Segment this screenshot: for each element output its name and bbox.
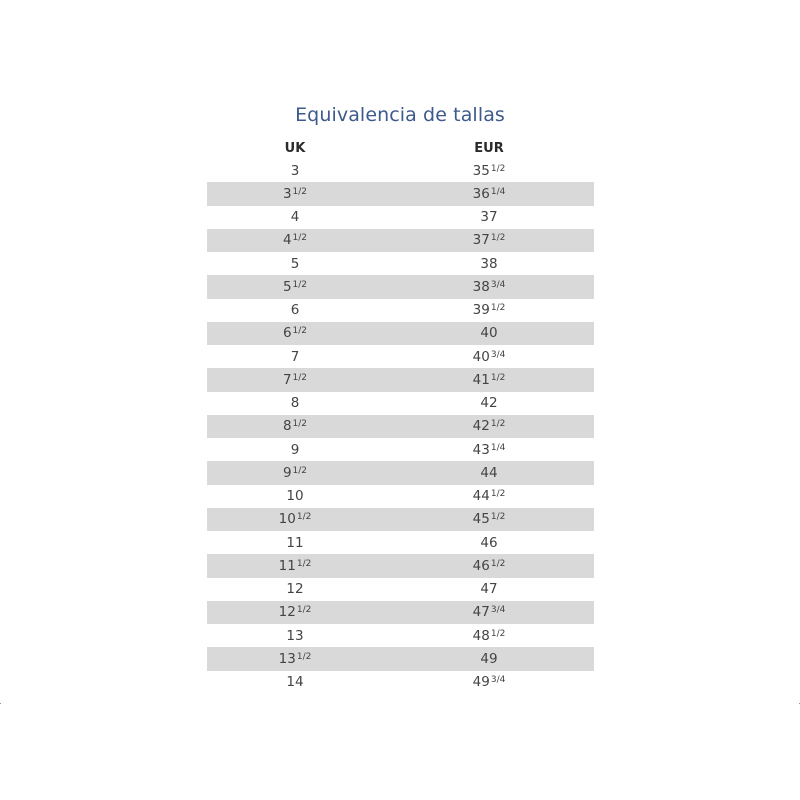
uk-size-cell [245, 461, 345, 484]
uk-size-cell [245, 508, 345, 531]
eur-size-cell [439, 275, 539, 298]
uk-size-value: 12 [286, 581, 304, 598]
uk-size-cell [245, 624, 345, 647]
eur-size-cell [439, 508, 539, 531]
uk-size-value: 8 [282, 418, 292, 435]
table-row [207, 206, 594, 229]
uk-size-value: 7 [282, 371, 292, 388]
table-row [207, 647, 594, 670]
eur-size-value: 38 [480, 255, 498, 272]
eur-size-fraction: 1/2 [490, 628, 506, 639]
eur-size-cell [439, 229, 539, 252]
eur-size-cell [439, 159, 539, 182]
eur-size-cell [439, 415, 539, 438]
uk-size-cell [245, 392, 345, 415]
eur-size-value: 37 [472, 232, 490, 249]
eur-size-fraction: 1/2 [490, 163, 506, 174]
uk-size-value: 7 [290, 348, 300, 365]
uk-size-fraction: 1/2 [296, 651, 312, 662]
eur-size-value: 45 [472, 511, 490, 528]
eur-size-value: 36 [472, 185, 490, 202]
table-row [207, 345, 594, 368]
uk-size-cell [245, 345, 345, 368]
eur-size-value: 38 [472, 278, 490, 295]
eur-size-value: 41 [472, 371, 490, 388]
uk-size-cell [245, 578, 345, 601]
eur-size-fraction: 3/4 [490, 349, 506, 360]
eur-size-value: 42 [480, 395, 498, 412]
uk-size-fraction: 1/2 [292, 326, 308, 337]
uk-size-fraction: 1/2 [292, 279, 308, 290]
eur-size-fraction: 1/2 [490, 489, 506, 500]
table-row [207, 252, 594, 275]
eur-size-cell [439, 438, 539, 461]
uk-size-cell [245, 182, 345, 205]
eur-size-cell [439, 647, 539, 670]
table-row [207, 485, 594, 508]
eur-size-fraction: 3/4 [490, 279, 506, 290]
eur-size-value: 47 [472, 604, 490, 621]
uk-size-value: 6 [282, 325, 292, 342]
eur-size-fraction: 1/2 [490, 372, 506, 383]
eur-size-value: 49 [480, 650, 498, 667]
uk-size-value: 13 [286, 627, 304, 644]
uk-size-value: 5 [282, 278, 292, 295]
eur-size-value: 42 [472, 418, 490, 435]
uk-size-value: 3 [282, 185, 292, 202]
uk-size-cell [245, 415, 345, 438]
eur-size-value: 48 [472, 627, 490, 644]
uk-size-value: 9 [290, 441, 300, 458]
uk-size-value: 4 [282, 232, 292, 249]
uk-size-fraction: 1/2 [296, 605, 312, 616]
page-title: Equivalencia de tallas [295, 104, 505, 126]
eur-size-cell [439, 461, 539, 484]
table-row [207, 508, 594, 531]
table-row [207, 531, 594, 554]
eur-size-fraction: 1/4 [490, 442, 506, 453]
eur-size-value: 43 [472, 441, 490, 458]
uk-size-value: 10 [278, 511, 296, 528]
table-row [207, 671, 594, 694]
header-uk: UK [284, 140, 306, 156]
uk-size-cell [245, 299, 345, 322]
uk-size-cell [245, 671, 345, 694]
eur-size-value: 40 [472, 348, 490, 365]
table-row [207, 182, 594, 205]
uk-size-cell [245, 322, 345, 345]
eur-size-value: 37 [480, 209, 498, 226]
uk-size-fraction: 1/2 [292, 233, 308, 244]
eur-size-cell [439, 252, 539, 275]
table-row [207, 415, 594, 438]
uk-size-cell [245, 275, 345, 298]
eur-size-cell [439, 601, 539, 624]
uk-size-cell [245, 554, 345, 577]
uk-size-cell [245, 485, 345, 508]
size-equivalence-table [207, 137, 594, 694]
uk-size-fraction: 1/2 [292, 465, 308, 476]
uk-size-value: 5 [290, 255, 300, 272]
eur-size-cell [439, 182, 539, 205]
eur-size-cell [439, 322, 539, 345]
eur-size-fraction: 1/2 [490, 558, 506, 569]
eur-size-cell [439, 345, 539, 368]
eur-size-value: 46 [480, 534, 498, 551]
uk-size-value: 11 [286, 534, 304, 551]
eur-size-value: 46 [472, 557, 490, 574]
eur-size-fraction: 1/4 [490, 186, 506, 197]
eur-size-cell [439, 392, 539, 415]
uk-size-fraction: 1/2 [296, 512, 312, 523]
eur-size-cell [439, 554, 539, 577]
eur-size-cell [439, 485, 539, 508]
uk-size-value: 14 [286, 674, 304, 691]
table-row [207, 368, 594, 391]
uk-size-cell [245, 368, 345, 391]
uk-size-cell [245, 647, 345, 670]
uk-size-cell [245, 531, 345, 554]
uk-size-fraction: 1/2 [292, 419, 308, 430]
edge-mark-left [0, 703, 1, 704]
table-row [207, 392, 594, 415]
eur-size-value: 49 [472, 674, 490, 691]
eur-size-value: 35 [472, 162, 490, 179]
eur-size-value: 44 [480, 464, 498, 481]
uk-size-value: 9 [282, 464, 292, 481]
uk-size-cell [245, 159, 345, 182]
eur-size-fraction: 1/2 [490, 512, 506, 523]
table-row [207, 229, 594, 252]
uk-size-value: 4 [290, 209, 300, 226]
table-row [207, 322, 594, 345]
eur-size-cell [439, 671, 539, 694]
eur-size-cell [439, 299, 539, 322]
uk-size-cell [245, 601, 345, 624]
table-row [207, 159, 594, 182]
eur-size-fraction: 1/2 [490, 303, 506, 314]
table-row [207, 554, 594, 577]
table-row [207, 438, 594, 461]
eur-size-cell [439, 624, 539, 647]
uk-size-cell [245, 252, 345, 275]
uk-size-fraction: 1/2 [296, 558, 312, 569]
table-row [207, 461, 594, 484]
eur-size-fraction: 1/2 [490, 233, 506, 244]
header-eur: EUR [474, 140, 504, 156]
uk-size-fraction: 1/2 [292, 372, 308, 383]
uk-size-value: 12 [278, 604, 296, 621]
eur-size-cell [439, 206, 539, 229]
eur-size-cell [439, 578, 539, 601]
uk-size-value: 8 [290, 395, 300, 412]
uk-size-value: 13 [278, 650, 296, 667]
eur-size-fraction: 1/2 [490, 419, 506, 430]
uk-size-value: 10 [286, 488, 304, 505]
table-body [207, 159, 594, 694]
uk-size-value: 6 [290, 302, 300, 319]
eur-size-cell [439, 368, 539, 391]
uk-size-value: 3 [290, 162, 300, 179]
eur-size-value: 44 [472, 488, 490, 505]
uk-size-cell [245, 206, 345, 229]
uk-size-cell [245, 438, 345, 461]
table-row [207, 275, 594, 298]
eur-size-value: 40 [480, 325, 498, 342]
uk-size-value: 11 [278, 557, 296, 574]
uk-size-cell [245, 229, 345, 252]
table-header [207, 137, 594, 159]
table-row [207, 299, 594, 322]
table-row [207, 624, 594, 647]
eur-size-cell [439, 531, 539, 554]
eur-size-fraction: 3/4 [490, 675, 506, 686]
eur-size-value: 47 [480, 581, 498, 598]
table-row [207, 601, 594, 624]
table-row [207, 578, 594, 601]
eur-size-fraction: 3/4 [490, 605, 506, 616]
uk-size-fraction: 1/2 [292, 186, 308, 197]
eur-size-value: 39 [472, 302, 490, 319]
